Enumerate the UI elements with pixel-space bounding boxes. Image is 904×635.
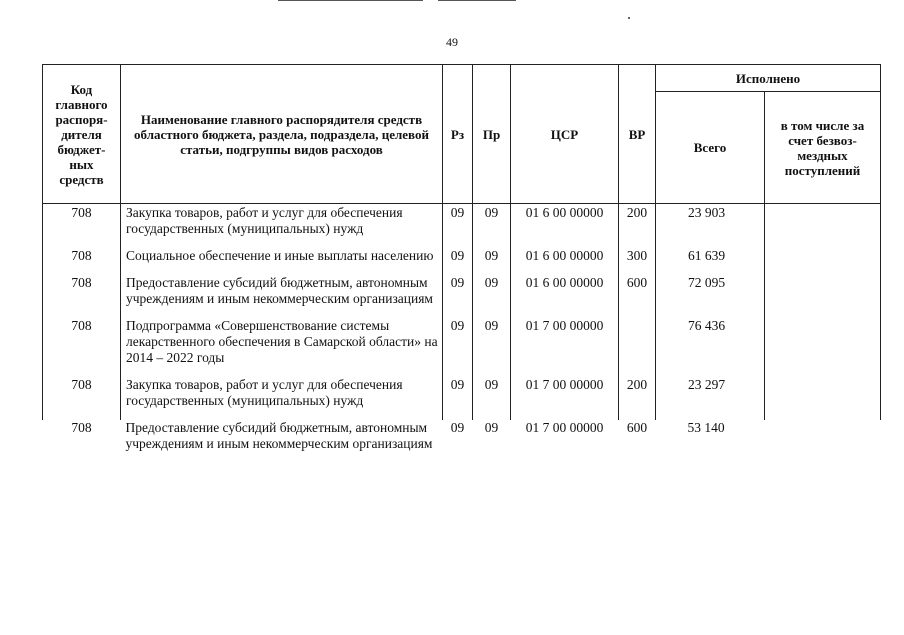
cell-code: 708 xyxy=(43,248,121,275)
cell-incl xyxy=(765,420,881,463)
cell-total: 23 297 xyxy=(656,377,765,420)
cell-code: 708 xyxy=(43,318,121,377)
cell-incl xyxy=(765,377,881,420)
cell-total: 23 903 xyxy=(656,204,765,249)
top-rule-left xyxy=(278,0,423,1)
table-row xyxy=(43,248,881,275)
cell-code: 708 xyxy=(43,275,121,318)
table-row xyxy=(43,318,881,377)
header-rz: Рз xyxy=(443,65,473,204)
cell-rz: 09 xyxy=(443,248,473,275)
cell-pr: 09 xyxy=(473,275,511,318)
cell-code: 708 xyxy=(43,204,121,249)
table-row xyxy=(43,204,881,249)
cell-vr: 300 xyxy=(619,248,656,275)
cell-code: 708 xyxy=(43,377,121,420)
cell-incl xyxy=(765,275,881,318)
cell-name: Социальное обеспечение и иные выплаты населению xyxy=(121,248,443,275)
cell-csr: 01 6 00 00000 xyxy=(511,275,619,318)
cell-pr: 09 xyxy=(473,248,511,275)
header-executed: Исполнено xyxy=(656,65,881,92)
header-vr: ВР xyxy=(619,65,656,204)
table-row xyxy=(43,377,881,420)
header-csr: ЦСР xyxy=(511,65,619,204)
cell-rz: 09 xyxy=(443,377,473,420)
cell-rz: 09 xyxy=(450,420,465,435)
cell-total: 53 140 xyxy=(687,420,725,435)
header-incl: в том числе за счет безвоз-мездных поступлений xyxy=(765,92,881,204)
cell-pr: 09 xyxy=(484,420,499,435)
cell-rz: 09 xyxy=(443,318,473,377)
cell-csr: 01 7 00 00000 xyxy=(511,377,619,420)
cell-pr: 09 xyxy=(473,377,511,420)
cell-total: 61 639 xyxy=(656,248,765,275)
cell-name: Подпрограмма «Совершенствование системы лекарственного обеспечения в Самарской области» на 2014 – 2022 годы xyxy=(121,318,443,377)
cell-pr: 09 xyxy=(473,318,511,377)
cell-rz: 09 xyxy=(443,204,473,249)
cell-code: 708 xyxy=(71,420,92,435)
cell-rz: 09 xyxy=(443,275,473,318)
cell-total: 76 436 xyxy=(656,318,765,377)
cell-csr: 01 6 00 00000 xyxy=(511,204,619,249)
cell-csr: 01 6 00 00000 xyxy=(511,248,619,275)
cell-vr: 600 xyxy=(619,275,656,318)
cell-vr: 600 xyxy=(626,420,648,435)
cell-csr: 01 7 00 00000 xyxy=(525,420,604,435)
cell-total: 72 095 xyxy=(656,275,765,318)
top-rule-right xyxy=(438,0,516,1)
cell-pr: 09 xyxy=(473,204,511,249)
table-row xyxy=(43,420,881,463)
cell-incl xyxy=(765,204,881,249)
table-body xyxy=(43,204,881,464)
budget-table xyxy=(42,64,881,463)
cell-incl xyxy=(765,248,881,275)
scan-speck xyxy=(628,17,630,19)
cell-name: Закупка товаров, работ и услуг для обеспечения государственных (муниципальных) нужд xyxy=(121,377,443,420)
cell-vr: 200 xyxy=(619,377,656,420)
header-pr: Пр xyxy=(473,65,511,204)
header-code: Код главного распоря-дителя бюджет-ных средств xyxy=(43,65,121,204)
cell-name: Закупка товаров, работ и услуг для обеспечения государственных (муниципальных) нужд xyxy=(121,204,443,249)
cell-name: Предоставление субсидий бюджетным, автономным учреждениям и иным некоммерческим организациям xyxy=(125,420,433,451)
cell-vr: 200 xyxy=(619,204,656,249)
cell-vr xyxy=(619,318,656,377)
cell-name: Предоставление субсидий бюджетным, автономным учреждениям и иным некоммерческим организациям xyxy=(121,275,443,318)
page-number: 49 xyxy=(446,35,458,49)
header-name: Наименование главного распорядителя средств областного бюджета, раздела, подраздела, целевой статьи, подгруппы видов расходов xyxy=(121,65,443,204)
table-row xyxy=(43,275,881,318)
header-total: Всего xyxy=(656,92,765,204)
cell-incl xyxy=(765,318,881,377)
cell-csr: 01 7 00 00000 xyxy=(511,318,619,377)
